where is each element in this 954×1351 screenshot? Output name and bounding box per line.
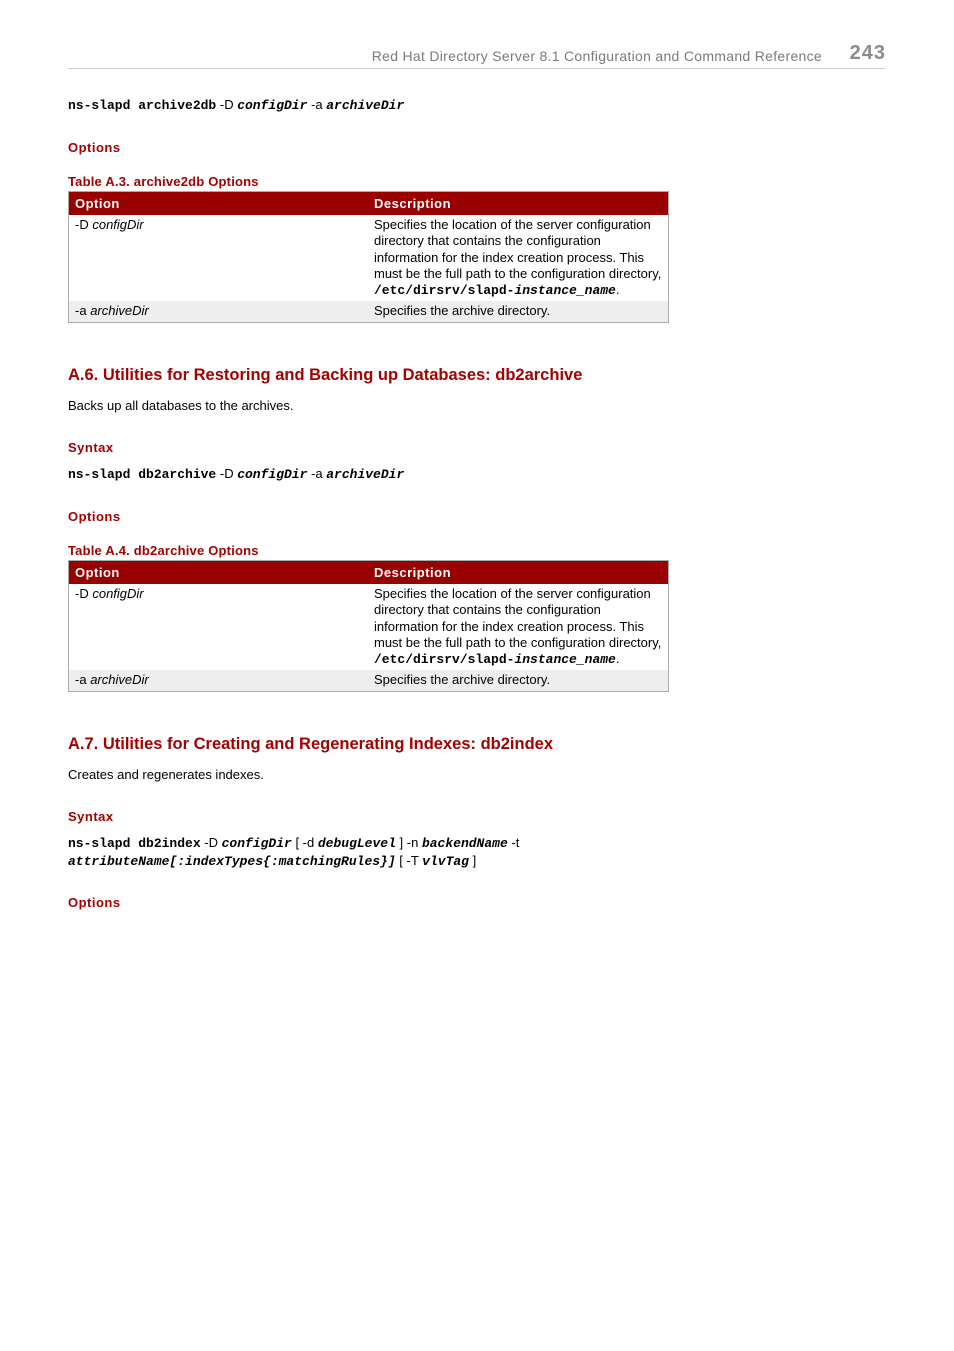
command-arg: configDir [237, 98, 308, 113]
options-heading: Options [68, 509, 121, 524]
syntax-heading: Syntax [68, 809, 114, 824]
command-flag: -a [311, 97, 323, 112]
command-flag: -D [219, 97, 234, 112]
option-flag: -D [75, 217, 89, 232]
path-prefix: /etc/dirsrv/slapd- [374, 283, 515, 299]
command-program: ns-slapd archive2db [68, 98, 217, 113]
command-program: ns-slapd db2archive [68, 467, 217, 482]
config-path [374, 283, 616, 298]
description-text: Specifies the location of the server configuration directory that contains the configuration information for the index creation process. This must be the full path to the configuration directory, [374, 586, 662, 650]
description-cell: Specifies the archive directory. [368, 301, 669, 322]
db2archive-options-table [68, 560, 669, 692]
option-arg: configDir [92, 217, 144, 232]
table-caption: Table A.4. db2archive Options [68, 543, 259, 558]
description-cell [368, 584, 669, 670]
syntax-heading: Syntax [68, 440, 114, 455]
description-cell [368, 215, 669, 301]
path-suffix: . [615, 282, 620, 298]
table-header-row [69, 561, 669, 585]
section-description: Creates and regenerates indexes. [68, 767, 264, 782]
header-title: Red Hat Directory Server 8.1 Configuration and Command Reference [371, 48, 822, 64]
table-row [69, 215, 669, 301]
command-optional: [ -T [399, 853, 419, 868]
command-arg: archiveDir [326, 467, 405, 482]
column-header-option: Option [69, 192, 369, 216]
command-flag: -D [219, 466, 234, 481]
option-flag: -D [75, 586, 89, 601]
command-arg: debugLevel [317, 836, 396, 851]
option-flag: -a [75, 303, 87, 319]
command-program: ns-slapd db2index [68, 836, 201, 851]
option-cell [69, 301, 369, 322]
command-optional: [ -d [295, 835, 315, 850]
option-cell [69, 670, 369, 691]
command-arg: backendName [421, 836, 508, 851]
page-number: 243 [849, 42, 886, 64]
path-variable: instance_name [514, 652, 616, 668]
section-heading-db2index: A.7. Utilities for Creating and Regenerating Indexes: db2index [68, 735, 554, 753]
command-optional: ] [472, 853, 477, 868]
options-heading: Options [68, 895, 121, 910]
option-arg: archiveDir [90, 672, 149, 688]
archive2db-options-table [68, 191, 669, 323]
column-header-option: Option [69, 561, 369, 585]
config-path [374, 652, 616, 667]
path-prefix: /etc/dirsrv/slapd- [374, 652, 515, 668]
description-cell: Specifies the archive directory. [368, 670, 669, 691]
path-suffix: . [615, 651, 620, 667]
command-arg: attributeName[:indexTypes{:matchingRules}] [68, 854, 396, 869]
table-row [69, 584, 669, 670]
option-cell [69, 584, 369, 670]
command-arg: configDir [221, 836, 292, 851]
option-arg: archiveDir [90, 303, 149, 319]
command-flag: -D [204, 835, 218, 850]
option-arg: configDir [92, 586, 144, 601]
path-variable: instance_name [514, 283, 616, 299]
command-flag: -a [311, 466, 323, 481]
option-cell [69, 215, 369, 301]
options-heading: Options [68, 140, 121, 155]
command-arg: vlvTag [422, 854, 469, 869]
table-header-row [69, 192, 669, 216]
db2archive-command [68, 465, 404, 483]
command-arg: archiveDir [326, 98, 405, 113]
column-header-description: Description [368, 561, 669, 585]
option-flag: -a [75, 672, 87, 688]
section-heading-db2archive: A.6. Utilities for Restoring and Backing up Databases: db2archive [68, 366, 583, 384]
command-arg: configDir [237, 467, 308, 482]
section-description: Backs up all databases to the archives. [68, 398, 294, 413]
description-text: Specifies the location of the server configuration directory that contains the configuration information for the index creation process. This must be the full path to the configuration directory, [374, 217, 662, 281]
command-flag: -t [511, 835, 520, 850]
command-optional: ] [399, 835, 404, 850]
page-header [68, 40, 886, 69]
table-row [69, 301, 669, 322]
column-header-description: Description [368, 192, 669, 216]
db2index-command [68, 834, 628, 870]
command-flag: -n [406, 835, 419, 850]
table-row [69, 670, 669, 691]
archive2db-command [68, 96, 404, 114]
table-caption: Table A.3. archive2db Options [68, 174, 259, 189]
